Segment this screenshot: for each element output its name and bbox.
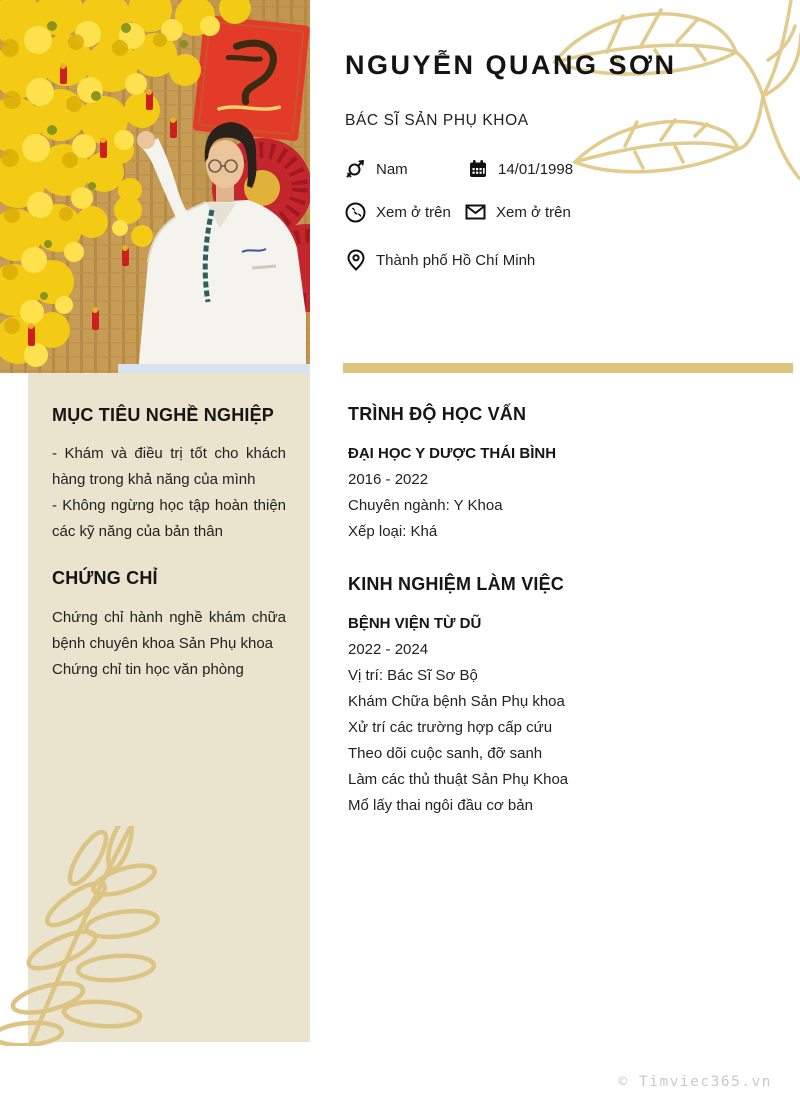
objective-item: - Khám và điều trị tốt cho khách hàng trong khả năng của mình [52, 445, 286, 488]
education-line: Chuyên ngành: Y Khoa [348, 497, 503, 514]
experience-details [348, 637, 568, 819]
certificate-item: Chứng chỉ tin học văn phòng [52, 661, 244, 678]
gender-icon [345, 159, 366, 180]
education-school: ĐẠI HỌC Y DƯỢC THÁI BÌNH [348, 445, 557, 462]
certificate-item: Chứng chỉ hành nghề khám chữa bệnh chuyên khoa Sản Phụ khoa [52, 609, 286, 652]
objective-text [52, 441, 286, 545]
gold-divider-bar [343, 363, 793, 373]
phone-icon [345, 202, 366, 223]
location-icon [345, 250, 366, 271]
experience-line: Khám Chữa bệnh Sản Phụ khoa [348, 693, 565, 710]
education-line: 2016 - 2022 [348, 471, 429, 488]
site-watermark: © Timviec365.vn [618, 1074, 772, 1090]
objective-heading: MỤC TIÊU NGHỀ NGHIỆP [52, 405, 275, 425]
address-value: Thành phố Hồ Chí Minh [376, 251, 536, 269]
left-sidebar-panel [28, 373, 310, 1042]
email-value: Xem ở trên [496, 203, 571, 221]
birthday-value: 14/01/1998 [498, 160, 574, 178]
experience-line: Theo dõi cuộc sanh, đỡ sanh [348, 745, 543, 762]
education-line: Xếp loại: Khá [348, 523, 438, 540]
leaf-decoration-top-right [545, 0, 800, 212]
experience-company: BỆNH VIỆN TỪ DŨ [348, 615, 482, 632]
job-title: BÁC SĨ SẢN PHỤ KHOA [345, 112, 529, 129]
experience-line: Xử trí các trường hợp cấp cứu [348, 719, 553, 736]
calendar-icon [467, 159, 488, 180]
info-birthday [467, 157, 573, 181]
experience-heading: KINH NGHIỆM LÀM VIỆC [348, 574, 565, 594]
email-icon [465, 202, 486, 223]
certificates-text [52, 605, 286, 683]
experience-line: Mổ lấy thai ngôi đầu cơ bản [348, 797, 533, 814]
profile-photo-illustration [0, 0, 310, 373]
info-phone [345, 200, 451, 224]
education-details [348, 467, 503, 545]
candidate-name: NGUYỄN QUANG SƠN [345, 50, 677, 80]
phone-value: Xem ở trên [376, 203, 451, 221]
profile-photo [0, 0, 310, 373]
info-gender [345, 157, 408, 181]
gender-value: Nam [376, 160, 408, 178]
education-heading: TRÌNH ĐỘ HỌC VẤN [348, 404, 527, 424]
info-email [465, 200, 571, 224]
certificates-heading: CHỨNG CHỈ [52, 568, 158, 588]
experience-line: 2022 - 2024 [348, 641, 429, 658]
objective-item: - Không ngừng học tập hoàn thiện các kỹ năng của bản thân [52, 497, 286, 540]
experience-line: Làm các thủ thuật Sản Phụ Khoa [348, 771, 569, 788]
info-address [345, 248, 535, 272]
experience-line: Vị trí: Bác Sĩ Sơ Bộ [348, 667, 478, 684]
